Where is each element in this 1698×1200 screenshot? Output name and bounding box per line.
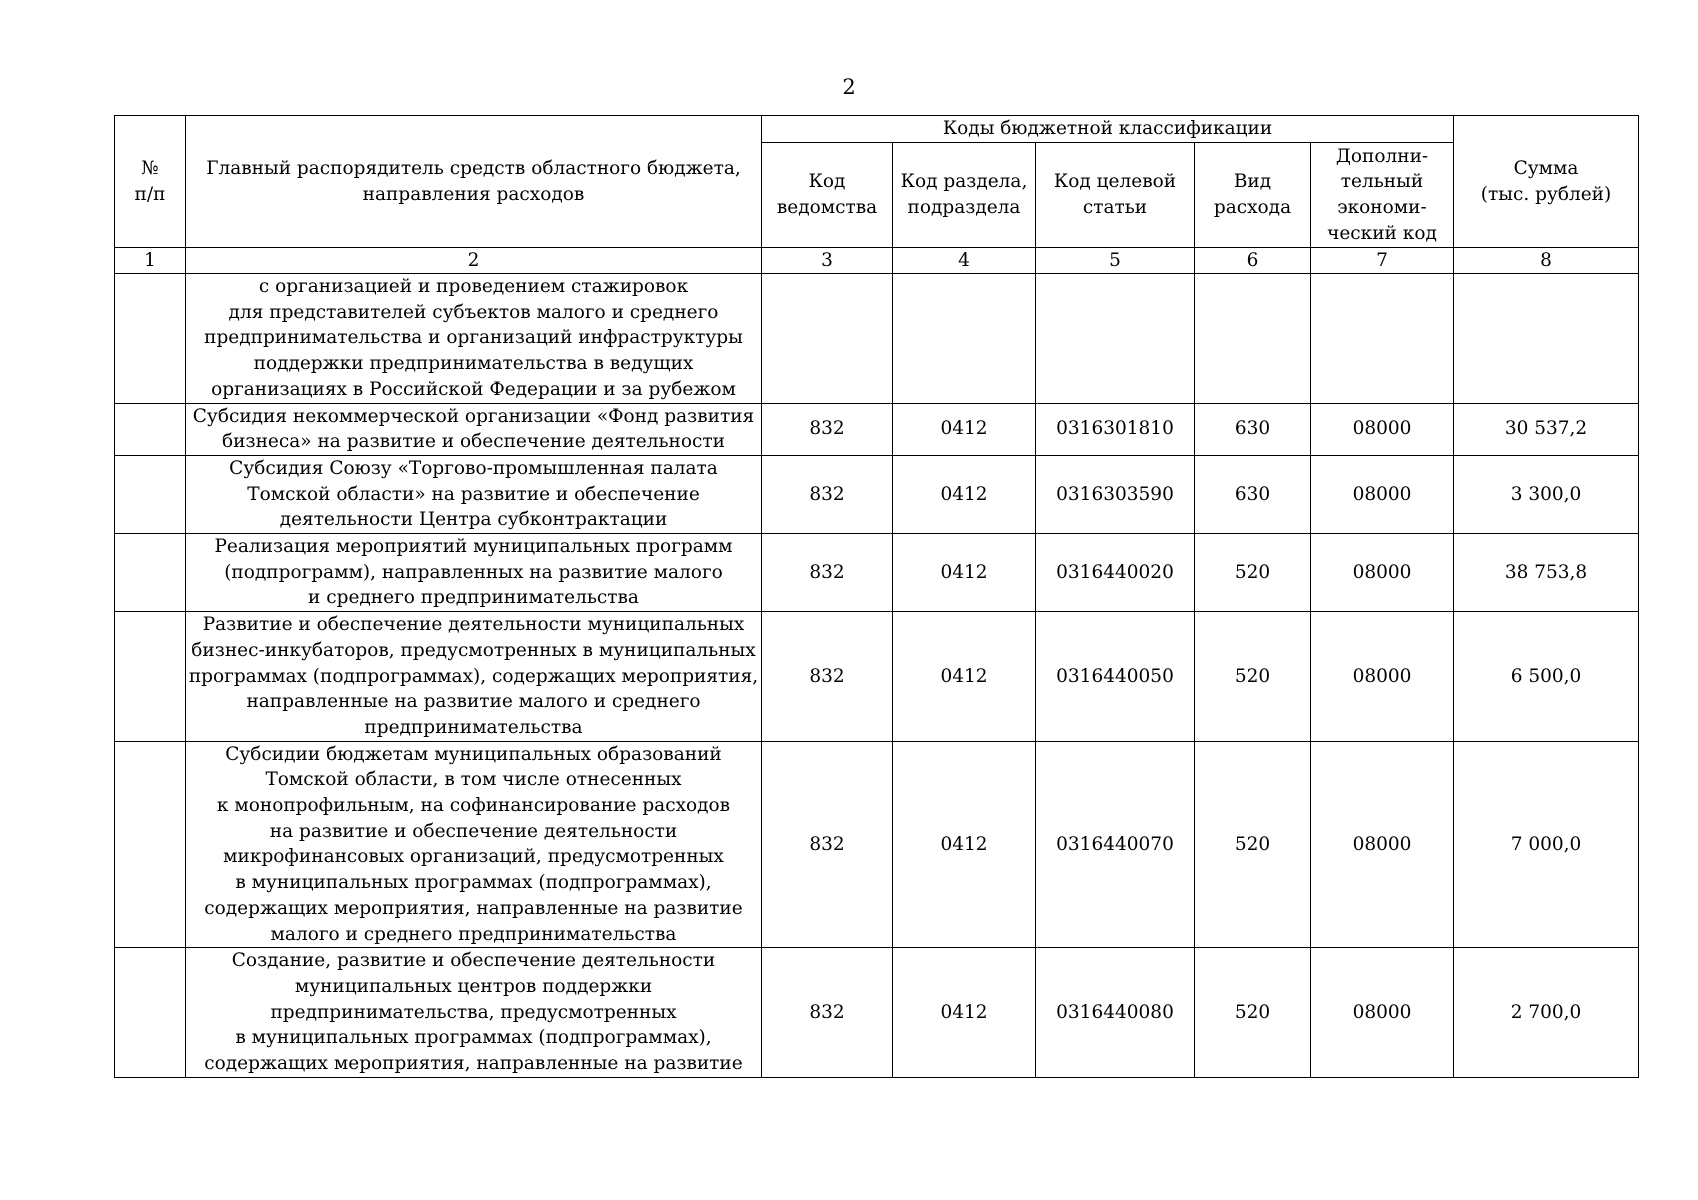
- row-number-cell: [115, 534, 186, 612]
- expense-type-cell: 520: [1195, 534, 1311, 612]
- description-line: Томской области, в том числе отнесенных: [265, 769, 682, 791]
- description-cell: [186, 534, 762, 612]
- table-row: [115, 455, 1639, 533]
- description-line: программах (подпрограммах), содержащих мероприятия,: [188, 665, 759, 687]
- column-number: 5: [1036, 248, 1195, 274]
- sum-cell: 30 537,2: [1454, 403, 1639, 455]
- description-line: в муниципальных программах (подпрограммах),: [235, 872, 712, 894]
- extra-code-cell: 08000: [1311, 534, 1454, 612]
- target-code-cell: 0316301810: [1036, 403, 1195, 455]
- target-code-cell: 0316303590: [1036, 455, 1195, 533]
- description-line: в муниципальных программах (подпрограммах),: [235, 1027, 712, 1049]
- dept-code-cell: 832: [762, 534, 893, 612]
- extra-code-cell: 08000: [1311, 741, 1454, 948]
- sum-cell: 6 500,0: [1454, 612, 1639, 742]
- description-line: на развитие и обеспечение деятельности: [269, 820, 678, 842]
- description-cell: [186, 948, 762, 1078]
- table-row: [115, 274, 1639, 404]
- description-cell: [186, 403, 762, 455]
- description-line: содержащих мероприятия, направленные на развитие: [204, 897, 743, 919]
- header-extra-code: Дополни- тельный экономи- ческий код: [1311, 143, 1454, 248]
- description-cell: [186, 741, 762, 948]
- description-line: Создание, развитие и обеспечение деятельности: [231, 950, 716, 972]
- section-code-cell: 0412: [893, 948, 1036, 1078]
- target-code-cell: 0316440050: [1036, 612, 1195, 742]
- target-code-cell: 0316440080: [1036, 948, 1195, 1078]
- column-number: 4: [893, 248, 1036, 274]
- extra-code-cell: 08000: [1311, 403, 1454, 455]
- column-numbers-row: [115, 248, 1639, 274]
- header-num: № п/п: [115, 116, 186, 248]
- expense-type-cell: 630: [1195, 403, 1311, 455]
- sum-cell: 3 300,0: [1454, 455, 1639, 533]
- description-line: поддержки предпринимательства в ведущих: [253, 353, 694, 375]
- row-number-cell: [115, 741, 186, 948]
- row-number-cell: [115, 948, 186, 1078]
- dept-code-cell: 832: [762, 612, 893, 742]
- budget-table: [114, 115, 1639, 1078]
- description-line: Реализация мероприятий муниципальных программ: [214, 536, 733, 558]
- row-number-cell: [115, 455, 186, 533]
- description-line: малого и среднего предпринимательства: [270, 923, 677, 945]
- section-code-cell: 0412: [893, 403, 1036, 455]
- dept-code-cell: 832: [762, 741, 893, 948]
- description-line: для представителей субъектов малого и среднего: [228, 301, 719, 323]
- description-line: Субсидия Союзу «Торгово-промышленная палата: [229, 457, 718, 479]
- section-code-cell: 0412: [893, 455, 1036, 533]
- expense-type-cell: 630: [1195, 455, 1311, 533]
- table-row: [115, 403, 1639, 455]
- sum-cell: 7 000,0: [1454, 741, 1639, 948]
- page-number: 2: [842, 75, 856, 99]
- dept-code-cell: [762, 274, 893, 404]
- row-number-cell: [115, 274, 186, 404]
- description-line: деятельности Центра субконтрактации: [279, 509, 668, 531]
- header-sum: Сумма (тыс. рублей): [1454, 116, 1639, 248]
- description-line: (подпрограмм), направленных на развитие малого: [224, 561, 723, 583]
- sum-cell: 2 700,0: [1454, 948, 1639, 1078]
- description-line: бизнеса» на развитие и обеспечение деятельности: [222, 431, 725, 453]
- table-row: [115, 741, 1639, 948]
- section-code-cell: 0412: [893, 534, 1036, 612]
- expense-type-cell: [1195, 274, 1311, 404]
- header-row-top: [115, 116, 1639, 143]
- target-code-cell: 0316440020: [1036, 534, 1195, 612]
- section-code-cell: [893, 274, 1036, 404]
- description-line: микрофинансовых организаций, предусмотренных: [223, 846, 724, 868]
- description-line: с организацией и проведением стажировок: [258, 276, 689, 297]
- description-line: Развитие и обеспечение деятельности муниципальных: [202, 614, 745, 636]
- header-codes-group: Коды бюджетной классификации: [762, 116, 1454, 143]
- header-section-code: Код раздела, подраздела: [893, 143, 1036, 248]
- dept-code-cell: 832: [762, 403, 893, 455]
- column-number: 2: [186, 248, 762, 274]
- header-target-code: Код целевой статьи: [1036, 143, 1195, 248]
- target-code-cell: 0316440070: [1036, 741, 1195, 948]
- description-line: и среднего предпринимательства: [308, 587, 639, 609]
- header-dept-code: Код ведомства: [762, 143, 893, 248]
- column-number: 6: [1195, 248, 1311, 274]
- description-cell: [186, 455, 762, 533]
- expense-type-cell: 520: [1195, 612, 1311, 742]
- sum-cell: 38 753,8: [1454, 534, 1639, 612]
- row-number-cell: [115, 403, 186, 455]
- extra-code-cell: 08000: [1311, 612, 1454, 742]
- section-code-cell: 0412: [893, 612, 1036, 742]
- table-row: [115, 534, 1639, 612]
- dept-code-cell: 832: [762, 455, 893, 533]
- target-code-cell: [1036, 274, 1195, 404]
- description-line: предпринимательства: [364, 716, 583, 738]
- description-line: предпринимательства и организаций инфраструктуры: [204, 327, 743, 349]
- section-code-cell: 0412: [893, 741, 1036, 948]
- description-line: муниципальных центров поддержки: [294, 975, 653, 997]
- extra-code-cell: [1311, 274, 1454, 404]
- column-number: 7: [1311, 248, 1454, 274]
- header-distributor: Главный распорядитель средств областного бюджета, направления расходов: [186, 116, 762, 248]
- table-body: [115, 274, 1639, 1078]
- column-number: 8: [1454, 248, 1639, 274]
- description-line: Субсидии бюджетам муниципальных образований: [225, 743, 722, 765]
- description-line: Томской области» на развитие и обеспечение: [247, 483, 700, 505]
- table-row: [115, 612, 1639, 742]
- description-line: Субсидия некоммерческой организации «Фонд развития: [192, 405, 755, 427]
- description-line: организациях в Российской Федерации и за рубежом: [211, 378, 736, 400]
- sum-cell: [1454, 274, 1639, 404]
- expense-type-cell: 520: [1195, 948, 1311, 1078]
- column-number: 1: [115, 248, 186, 274]
- table-row: [115, 948, 1639, 1078]
- description-line: бизнес-инкубаторов, предусмотренных в муниципальных: [191, 639, 756, 661]
- extra-code-cell: 08000: [1311, 948, 1454, 1078]
- header-expense-type: Вид расхода: [1195, 143, 1311, 248]
- description-cell: [186, 612, 762, 742]
- row-number-cell: [115, 612, 186, 742]
- description-line: содержащих мероприятия, направленные на развитие: [204, 1053, 743, 1075]
- expense-type-cell: 520: [1195, 741, 1311, 948]
- dept-code-cell: 832: [762, 948, 893, 1078]
- description-line: предпринимательства, предусмотренных: [270, 1001, 677, 1023]
- description-cell: [186, 274, 762, 404]
- extra-code-cell: 08000: [1311, 455, 1454, 533]
- description-line: направленные на развитие малого и среднего: [246, 691, 701, 713]
- column-number: 3: [762, 248, 893, 274]
- description-line: к монопрофильным, на софинансирование расходов: [216, 795, 731, 817]
